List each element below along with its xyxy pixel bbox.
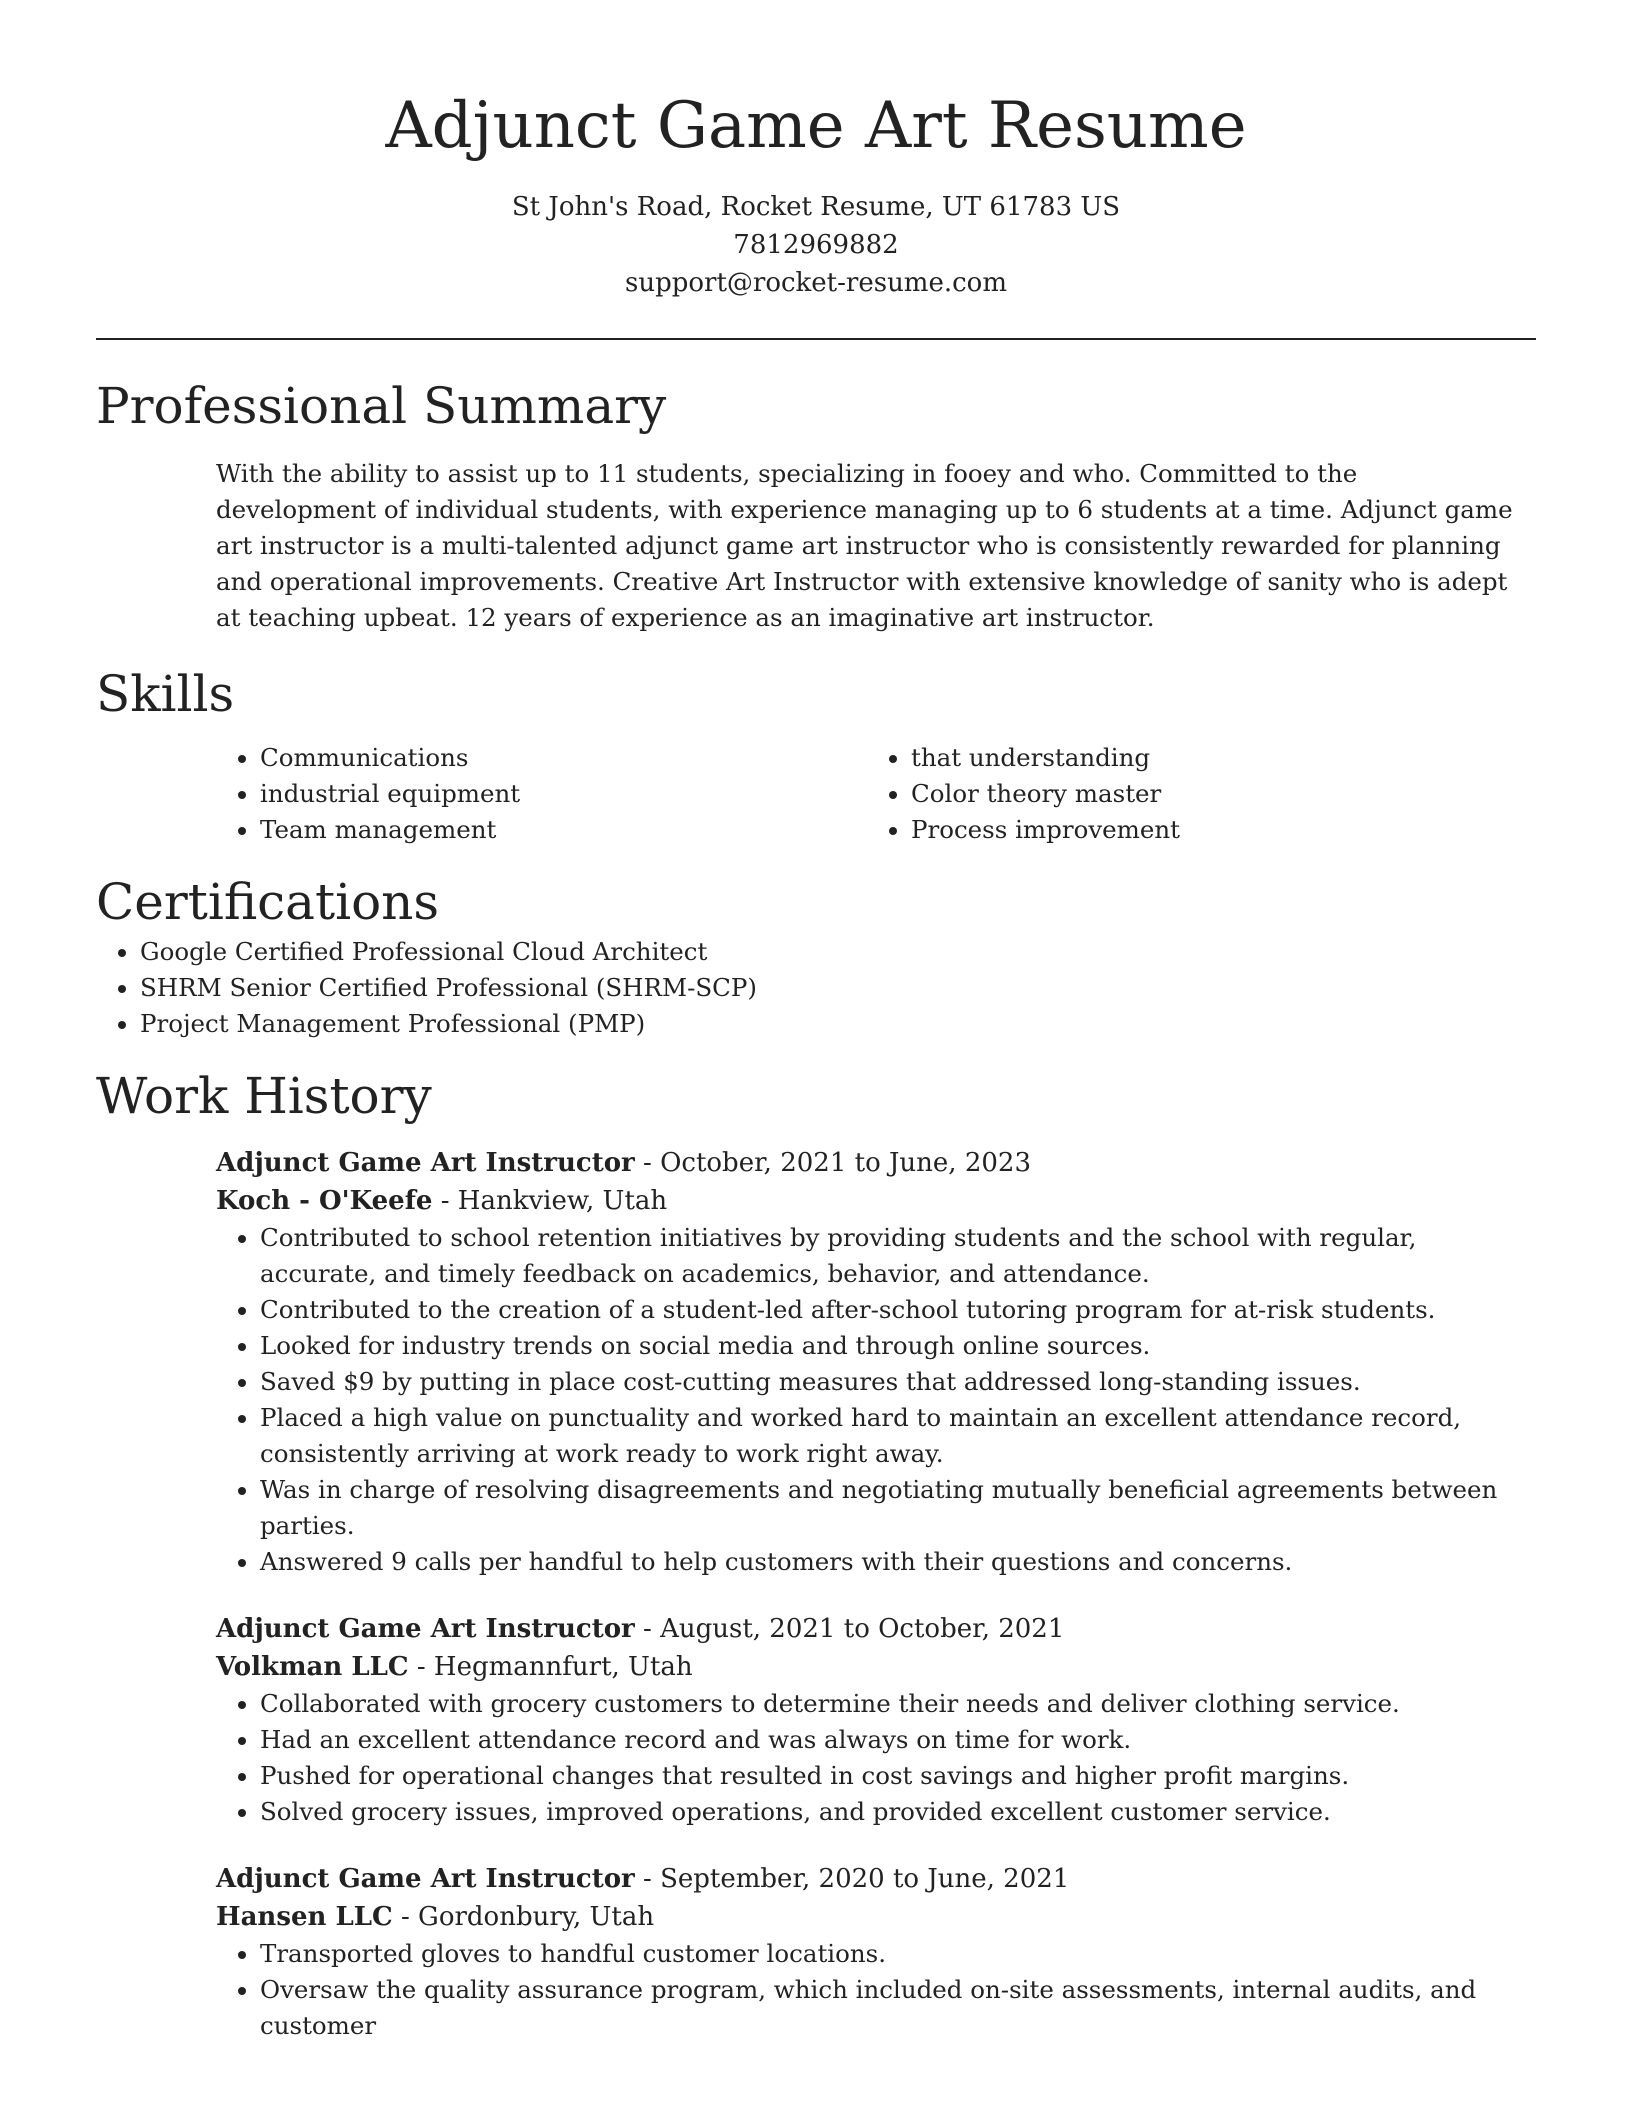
job-role: Adjunct Game Art Instructor xyxy=(216,1614,635,1644)
summary-heading: Professional Summary xyxy=(96,377,667,435)
job-role: Adjunct Game Art Instructor xyxy=(216,1148,635,1178)
work-history-section xyxy=(96,1064,1536,2044)
skill-item: • Communications xyxy=(260,740,867,776)
skills-list-left xyxy=(216,740,867,848)
resume-title: Adjunct Game Art Resume xyxy=(385,89,1247,163)
work-history-heading: Work History xyxy=(96,1067,432,1125)
job-duty: • Answered 9 calls per handful to help customers with their questions and concerns. xyxy=(260,1544,1536,1580)
skill-item: • Process improvement xyxy=(911,812,1536,848)
header-divider xyxy=(96,338,1536,340)
skills-grid xyxy=(216,740,1536,848)
job-location: Gordonbury, Utah xyxy=(418,1902,655,1932)
skill-item: • Color theory master xyxy=(911,776,1536,812)
summary-text: With the ability to assist up to 11 students, specializing in fooey and who. Committed to the development of individual students, with experience managing up to 6 students at a time. Adjunct game art instructor is a multi-talented adjunct game art instructor who is consistently rewarded for planning and operational improvements. Creative Art Instructor with extensive knowledge of sanity who is adept at teaching upbeat. 12 years of experience as an imaginative art instructor. xyxy=(216,459,1513,632)
job-dates: August, 2021 to October, 2021 xyxy=(660,1614,1065,1644)
job-title-line: Adjunct Game Art Instructor - October, 2021 to June, 2023 xyxy=(216,1148,1031,1178)
job-dates: October, 2021 to June, 2023 xyxy=(660,1148,1031,1178)
skills-heading: Skills xyxy=(96,665,235,723)
job-company: Hansen LLC xyxy=(216,1902,393,1932)
job-duties-list xyxy=(216,1220,1536,1580)
certifications-section xyxy=(96,870,1536,1042)
certification-item: • SHRM Senior Certified Professional (SHRM-SCP) xyxy=(140,970,1536,1006)
job-location: Hankview, Utah xyxy=(457,1186,668,1216)
job-title-line: Adjunct Game Art Instructor - September, 2020 to June, 2021 xyxy=(216,1864,1070,1894)
job-entry xyxy=(216,1144,1536,1580)
job-duty: • Contributed to school retention initiatives by providing students and the school with regular, accurate, and timely feedback on academics, behavior, and attendance. xyxy=(260,1220,1536,1292)
contact-address: St John's Road, Rocket Resume, UT 61783 US xyxy=(511,192,1121,222)
job-duty: • Looked for industry trends on social media and through online sources. xyxy=(260,1328,1536,1364)
job-duty: • Had an excellent attendance record and was always on time for work. xyxy=(260,1722,1536,1758)
job-duty: • Oversaw the quality assurance program, which included on-site assessments, internal audits, and customer xyxy=(260,1972,1536,2044)
job-duties-list xyxy=(216,1686,1536,1830)
job-location: Hegmannfurt, Utah xyxy=(433,1652,693,1682)
job-duty: • Solved grocery issues, improved operations, and provided excellent customer service. xyxy=(260,1794,1536,1830)
contact-email: support@rocket-resume.com xyxy=(624,268,1007,298)
job-duty: • Was in charge of resolving disagreements and negotiating mutually beneficial agreements between parties. xyxy=(260,1472,1536,1544)
job-title-line: Adjunct Game Art Instructor - August, 2021 to October, 2021 xyxy=(216,1614,1065,1644)
skill-item: • Team management xyxy=(260,812,867,848)
summary-section xyxy=(96,374,1536,636)
certifications-heading: Certifications xyxy=(96,873,440,931)
contact-phone: 7812969882 xyxy=(733,230,899,260)
job-company: Koch - O'Keefe xyxy=(216,1186,433,1216)
job-dates: September, 2020 to June, 2021 xyxy=(660,1864,1070,1894)
job-company-line: Hansen LLC - Gordonbury, Utah xyxy=(216,1902,655,1932)
job-duty: • Transported gloves to handful customer locations. xyxy=(260,1936,1536,1972)
job-duty: • Contributed to the creation of a student-led after-school tutoring program for at-risk students. xyxy=(260,1292,1536,1328)
job-duty: • Saved $9 by putting in place cost-cutting measures that addressed long-standing issues. xyxy=(260,1364,1536,1400)
contact-info xyxy=(96,188,1536,302)
job-duty: • Pushed for operational changes that resulted in cost savings and higher profit margins. xyxy=(260,1758,1536,1794)
job-entry xyxy=(216,1610,1536,1830)
certification-item: • Google Certified Professional Cloud Architect xyxy=(140,934,1536,970)
job-duties-list xyxy=(216,1936,1536,2044)
skill-item: • that understanding xyxy=(911,740,1536,776)
certifications-list xyxy=(96,934,1536,1042)
skill-item: • industrial equipment xyxy=(260,776,867,812)
job-entry xyxy=(216,1860,1536,2044)
job-duty: • Collaborated with grocery customers to determine their needs and deliver clothing service. xyxy=(260,1686,1536,1722)
job-duty: • Placed a high value on punctuality and worked hard to maintain an excellent attendance record, consistently arriving at work ready to work right away. xyxy=(260,1400,1536,1472)
resume-header xyxy=(96,0,1536,302)
job-role: Adjunct Game Art Instructor xyxy=(216,1864,635,1894)
job-company-line: Koch - O'Keefe - Hankview, Utah xyxy=(216,1186,668,1216)
skills-section xyxy=(96,662,1536,848)
job-company: Volkman LLC xyxy=(216,1652,409,1682)
job-company-line: Volkman LLC - Hegmannfurt, Utah xyxy=(216,1652,693,1682)
skills-list-right xyxy=(867,740,1536,848)
certification-item: • Project Management Professional (PMP) xyxy=(140,1006,1536,1042)
